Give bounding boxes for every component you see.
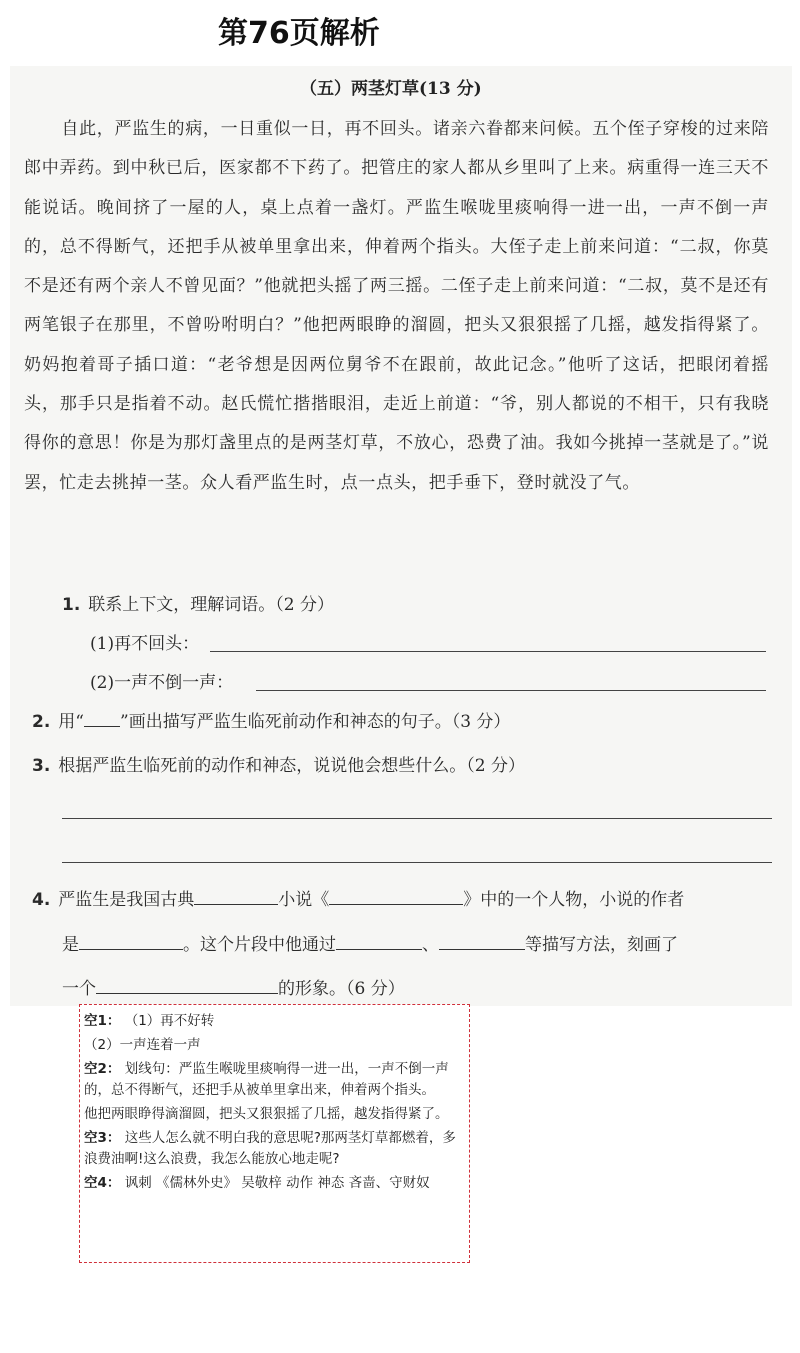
question-text: 根据严监生临死前的动作和神态，说说他会想些什么。（2 分） — [58, 756, 526, 776]
question-3 — [32, 751, 525, 776]
question-number: 3. — [32, 756, 51, 776]
blank — [336, 933, 422, 950]
blank — [84, 710, 120, 727]
answer-box — [79, 1004, 470, 1263]
blank — [194, 888, 278, 905]
question-1-sub-2 — [90, 668, 233, 693]
blank — [439, 933, 525, 950]
answer-label: 空1： — [84, 1013, 121, 1029]
sub-question-label: (1)再不回头： — [90, 634, 200, 654]
answer-text: （1）再不好转 — [124, 1013, 215, 1029]
question-text: 》中的一个人物，小说的作者 — [463, 890, 685, 910]
question-text: 一个 — [62, 979, 96, 999]
question-4-line-2 — [62, 930, 678, 955]
question-number: 2. — [32, 712, 51, 732]
answer-line — [62, 818, 772, 819]
answer-4 — [84, 1173, 469, 1194]
question-text-pre: 用“ — [58, 712, 84, 732]
question-number: 4. — [32, 890, 51, 910]
page-title: 第76页解析 — [218, 16, 380, 51]
reading-passage: 自此，严监生的病，一日重似一日，再不回头。诸亲六眷都来问候。五个侄子穿梭的过来陪郎中弄药。到中秋已后，医家都不下药了。把管庄的家人都从乡里叫了上来。病重得一连三天不能说话。晚间挤了一屋的人，桌上点着一盏灯。严监生喉咙里痰响得一进一出，一声不倒一声的，总不得断气，还把手从被单里拿出来，伸着两个指头。大侄子走上前来问道：“二叔，你莫不是还有两个亲人不曾见面？”他就把头摇了两三摇。二侄子走上前来问道：“二叔，莫不是还有两笔银子在那里，不曾吩咐明白？”他把两眼睁的溜圆，把头又狠狠摇了几摇，越发指得紧了。奶妈抱着哥子插口道：“老爷想是因两位舅爷不在跟前，故此记念。”他听了这话，把眼闭着摇头，那手只是指着不动。赵氏慌忙揩揩眼泪，走近上前道：“爷，别人都说的不相干，只有我晓得你的意思！你是为那灯盏里点的是两茎灯草，不放心，恐费了油。我如今挑掉一茎就是了。”说罢，忙走去挑掉一茎。众人看严监生时，点一点头，把手垂下，登时就没了气。 — [24, 119, 769, 493]
question-1-sub-1 — [90, 629, 199, 654]
question-text: 联系上下文，理解词语。（2 分） — [88, 595, 335, 615]
answer-text: 划线句：严监生喉咙里痰响得一进一出，一声不倒一声的，总不得断气，还把手从被单里拿出来，伸着两个指头。 — [84, 1061, 449, 1098]
answer-2-continued — [84, 1104, 469, 1125]
answer-3 — [84, 1128, 469, 1170]
question-text: 等描写方法，刻画了 — [525, 935, 678, 955]
answer-text: 这些人怎么就不明白我的意思呢?那两茎灯草都燃着，多浪费油啊!这么浪费，我怎么能放心地走呢? — [84, 1130, 456, 1167]
answer-label: 空3： — [84, 1130, 121, 1146]
answer-line — [256, 690, 766, 691]
answer-text: 他把两眼睁得滴溜圆，把头又狠狠摇了几摇，越发指得紧了。 — [84, 1106, 449, 1122]
question-text: 的形象。（6 分） — [278, 979, 405, 999]
question-2 — [32, 707, 510, 732]
answer-line — [210, 651, 766, 652]
question-number: 1. — [62, 595, 81, 615]
blank — [96, 977, 278, 994]
answer-2 — [84, 1059, 469, 1101]
question-text: 小说《 — [278, 890, 330, 910]
question-4-line-3 — [62, 974, 405, 999]
question-text-post: ”画出描写严监生临死前动作和神态的句子。（3 分） — [120, 712, 511, 732]
question-text: 是 — [62, 935, 79, 955]
question-text: 。这个片段中他通过 — [183, 935, 336, 955]
blank — [79, 933, 183, 950]
answer-1-line-2 — [84, 1035, 469, 1056]
answer-1-line-1 — [84, 1011, 469, 1032]
answer-text: （2）一声连着一声 — [84, 1037, 201, 1053]
question-1 — [62, 590, 334, 615]
answer-line — [62, 862, 772, 863]
answer-text: 讽刺 《儒林外史》 吴敬梓 动作 神态 吝啬、守财奴 — [124, 1175, 430, 1191]
answer-label: 空4： — [84, 1175, 121, 1191]
blank — [329, 888, 463, 905]
question-text: 严监生是我国古典 — [58, 890, 195, 910]
question-text: 、 — [422, 935, 439, 955]
answer-label: 空2： — [84, 1061, 121, 1077]
question-4-line-1 — [32, 885, 684, 910]
section-heading: （五）两茎灯草(13 分) — [300, 79, 482, 99]
sub-question-label: (2)一声不倒一声： — [90, 673, 234, 693]
